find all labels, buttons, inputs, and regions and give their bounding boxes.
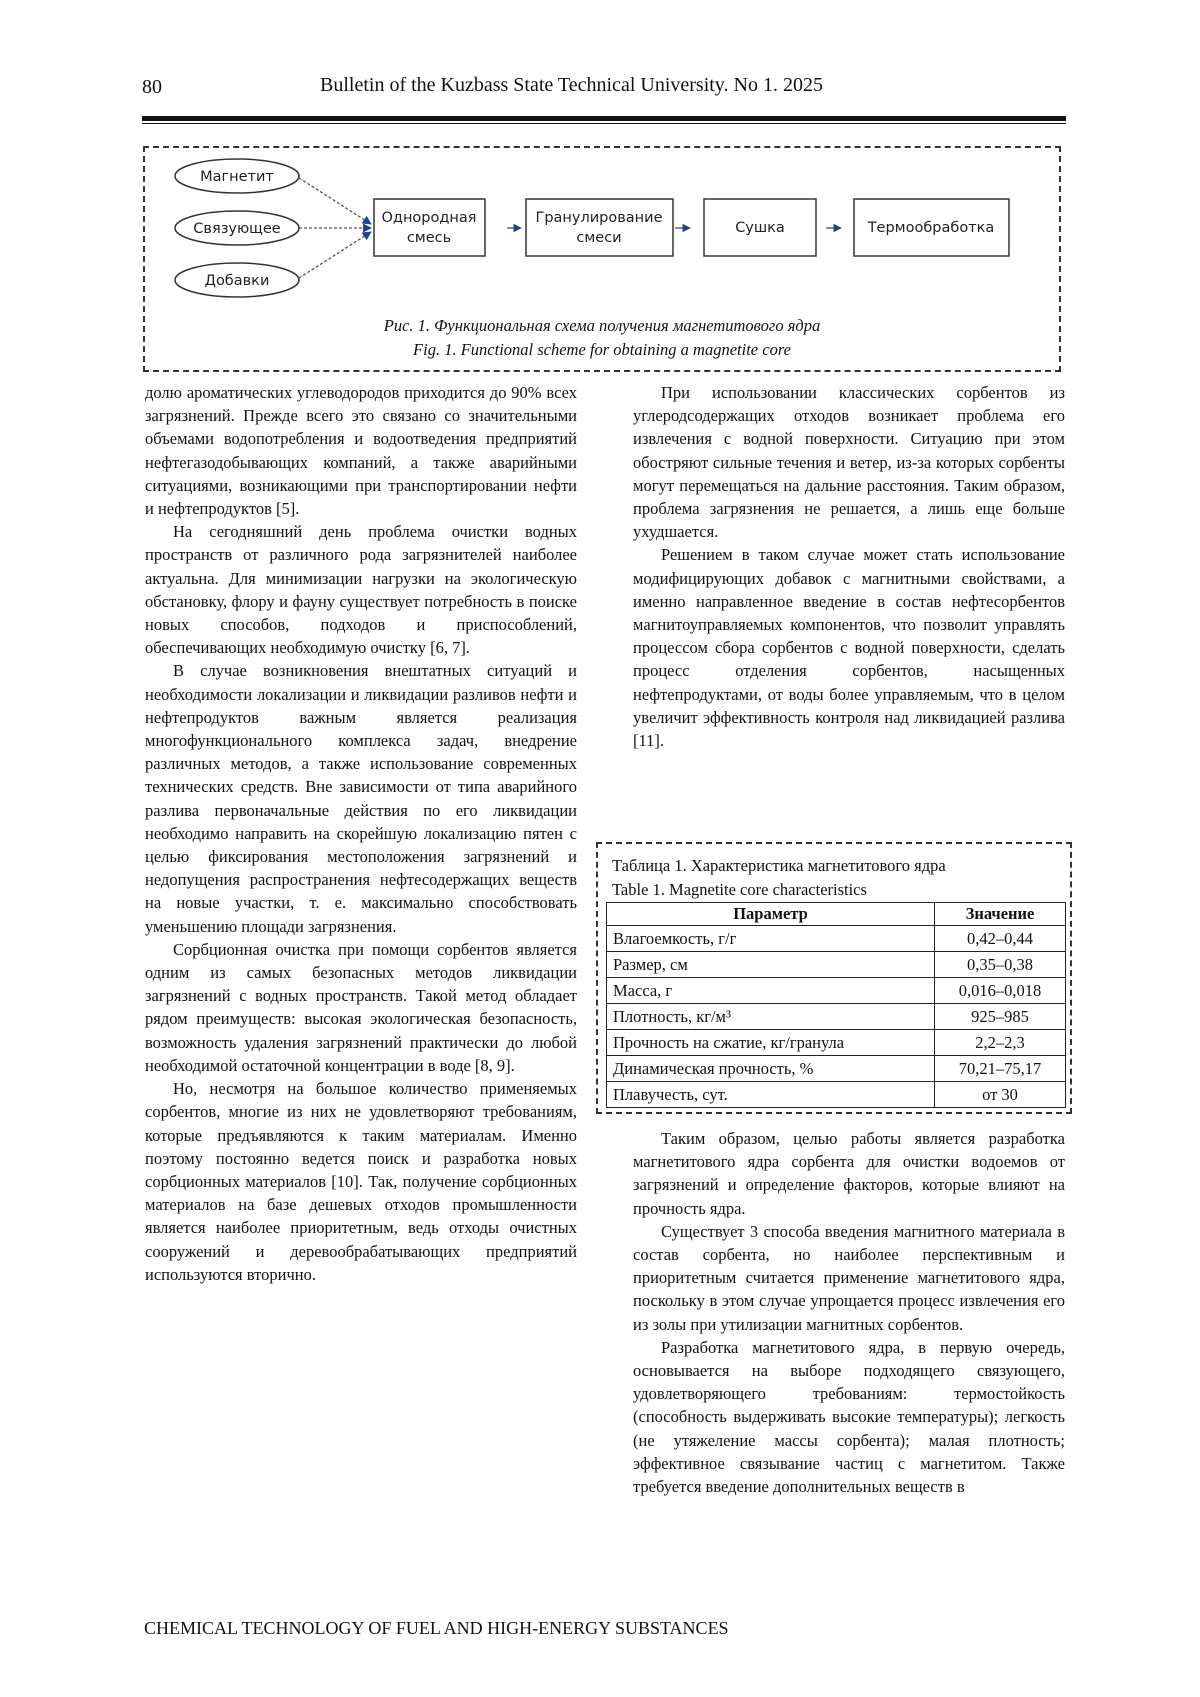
value-cell: 0,35–0,38 xyxy=(935,952,1066,978)
right-column-top xyxy=(633,381,1065,752)
table-row xyxy=(607,978,1066,1004)
input-label: Добавки xyxy=(204,273,270,289)
functional-scheme-diagram xyxy=(145,148,1059,370)
table-row xyxy=(607,1004,1066,1030)
header-rule-thick xyxy=(142,116,1066,121)
value-cell: 925–985 xyxy=(935,1004,1066,1030)
journal-title: Bulletin of the Kuzbass State Technical University. No 1. 2025 xyxy=(320,74,823,96)
paragraph: На сегодняшний день проблема очистки водных пространств от различного рода загрязнителей наиболее актуальна. Для минимизации нагрузки на экологическую обстановку, флору и фауну существует потребность в поиске новых способов, подходов и приспособлений, обеспечивающих необходимую очистку [6, 7]. xyxy=(145,522,577,658)
value-cell: 0,016–0,018 xyxy=(935,978,1066,1004)
paragraph: Решением в таком случае может стать использование модифицирующих добавок с магнитными свойствами, а именно направленное введение в состав нефтесорбентов магнитоуправляемых компонентов, что позволит управлять процессом сбора сорбентов с водной поверхности, сделать процесс отделения сорбентов, насыщенных нефтепродуктами, от воды более управляемым, что в целом увеличит эффективность контроля над ликвидацией разлива [11]. xyxy=(633,545,1065,751)
param-cell: Плотность, кг/м³ xyxy=(607,1004,935,1030)
value-cell: от 30 xyxy=(935,1082,1066,1108)
left-column xyxy=(145,381,577,1286)
table-caption-ru: Таблица 1. Характеристика магнетитового ядра xyxy=(612,856,946,875)
table-header-row xyxy=(607,903,1066,926)
step-label-line1: Гранулирование xyxy=(535,210,663,226)
paragraph: В случае возникновения внештатных ситуаций и необходимости локализации и ликвидации разливов нефти и нефтепродуктов важным является реализация многофункционального комплекса задач, внедрение различных методов, а также использование современных технических средств. Вне зависимости от типа аварийного разлива первоначальные действия по его ликвидации необходимо направить на скорейшую локализацию пятен с целью фиксирования местоположения загрязнений и недопущения распространения нефтесодержащих веществ на новые участки, т. е. максимально способствовать уменьшению площади загрязнения. xyxy=(145,661,577,936)
properties-table xyxy=(606,902,1066,1108)
page-footer: CHEMICAL TECHNOLOGY OF FUEL AND HIGH-ENERGY SUBSTANCES xyxy=(144,1618,729,1638)
step-label-line1: Однородная xyxy=(381,210,477,226)
param-cell: Прочность на сжатие, кг/гранула xyxy=(607,1030,935,1056)
value-cell: 0,42–0,44 xyxy=(935,926,1066,952)
param-cell: Динамическая прочность, % xyxy=(607,1056,935,1082)
step-label-line1: Термообработка xyxy=(867,220,995,236)
right-column-bottom xyxy=(633,1127,1065,1498)
input-additives xyxy=(175,263,299,297)
paragraph: Существует 3 способа введения магнитного материала в состав сорбента, но наиболее перспективным и приоритетным считается применение магнетитового ядра, поскольку в этом случае упрощается процесс извлечения его из золы при утилизации магнитных сорбентов. xyxy=(633,1221,1065,1334)
figure-caption-ru: Рис. 1. Функциональная схема получения магнетитового ядра xyxy=(383,316,821,335)
input-binder xyxy=(175,211,299,245)
header-parameter: Параметр xyxy=(607,903,935,926)
step-homogeneous-mixture xyxy=(374,199,485,256)
table-caption-en: Table 1. Magnetite core characteristics xyxy=(612,880,867,899)
figure-caption-en: Fig. 1. Functional scheme for obtaining a magnetite core xyxy=(413,340,791,359)
input-magnetite xyxy=(175,159,299,193)
paragraph: Разработка магнетитового ядра, в первую очередь, основывается на выборе подходящего связующего, удовлетворяющего требованиям: термостойкость (способность выдерживать высокие температуры); легкость (не утяжеление массы сорбента); малая плотность; эффективное связывание частиц с магнетитом. Также требуется введение дополнительных веществ в xyxy=(633,1337,1065,1497)
param-cell: Масса, г xyxy=(607,978,935,1004)
table-1 xyxy=(596,842,1072,1114)
header-value: Значение xyxy=(935,903,1066,926)
header-rule-thin xyxy=(142,123,1066,124)
step-drying xyxy=(704,199,816,256)
figure-1 xyxy=(143,146,1061,372)
step-label-line2: смесь xyxy=(406,230,452,246)
paragraph: долю ароматических углеводородов приходится до 90% всех загрязнений. Прежде всего это связано со значительными объемами водопотребления и водоотведения предприятий нефтегазодобывающих компаний, а также аварийными ситуациями, возникающими при транспортировании нефти и нефтепродуктов [5]. xyxy=(145,383,577,519)
page-header xyxy=(142,72,1066,112)
paragraph: При использовании классических сорбентов из углеродсодержащих отходов возникает проблема его извлечения с водной поверхности. Ситуацию при этом обостряют сильные течения и ветер, из-за которых сорбенты могут перемещаться на дальние расстояния. Таким образом, проблема загрязнения не решается, а лишь еще больше ухудшается. xyxy=(633,383,1065,542)
paragraph: Но, несмотря на большое количество применяемых сорбентов, многие из них не удовлетворяют требованиям, которые предъявляются к таким материалам. Именно поэтому постоянно ведется поиск и разработка новых сорбционных материалов [10]. Так, получение сорбционных материалов на базе дешевых отходов промышленности является наиболее приоритетным, ведь отходы очистных сооружений и деревообрабатывающих предприятий используются вторично. xyxy=(145,1079,577,1284)
page-number: 80 xyxy=(142,76,162,98)
table-row xyxy=(607,952,1066,978)
param-cell: Влагоемкость, г/г xyxy=(607,926,935,952)
step-heat-treatment xyxy=(854,199,1009,256)
connector-arrow xyxy=(299,178,371,224)
value-cell: 70,21–75,17 xyxy=(935,1056,1066,1082)
step-granulation xyxy=(526,199,673,256)
step-label-line2: смеси xyxy=(576,230,622,246)
step-label-line1: Сушка xyxy=(735,220,785,236)
param-cell: Размер, см xyxy=(607,952,935,978)
table-row xyxy=(607,1082,1066,1108)
paragraph: Таким образом, целью работы является разработка магнетитового ядра сорбента для очистки водоемов от загрязнений и определение факторов, которые влияют на прочность ядра. xyxy=(633,1129,1065,1218)
param-cell: Плавучесть, сут. xyxy=(607,1082,935,1108)
table-row xyxy=(607,926,1066,952)
input-label: Связующее xyxy=(193,221,281,237)
input-label: Магнетит xyxy=(200,169,274,185)
table-row xyxy=(607,1030,1066,1056)
paragraph: Сорбционная очистка при помощи сорбентов является одним из самых безопасных методов ликвидации загрязнений с водных пространств. Такой метод обладает рядом преимуществ: высокая экологическая безопасность, возможность удаления загрязнений практически до любой необходимой остаточной концентрации в воде [8, 9]. xyxy=(145,939,577,1075)
connector-arrow xyxy=(299,232,371,278)
value-cell: 2,2–2,3 xyxy=(935,1030,1066,1056)
table-row xyxy=(607,1056,1066,1082)
